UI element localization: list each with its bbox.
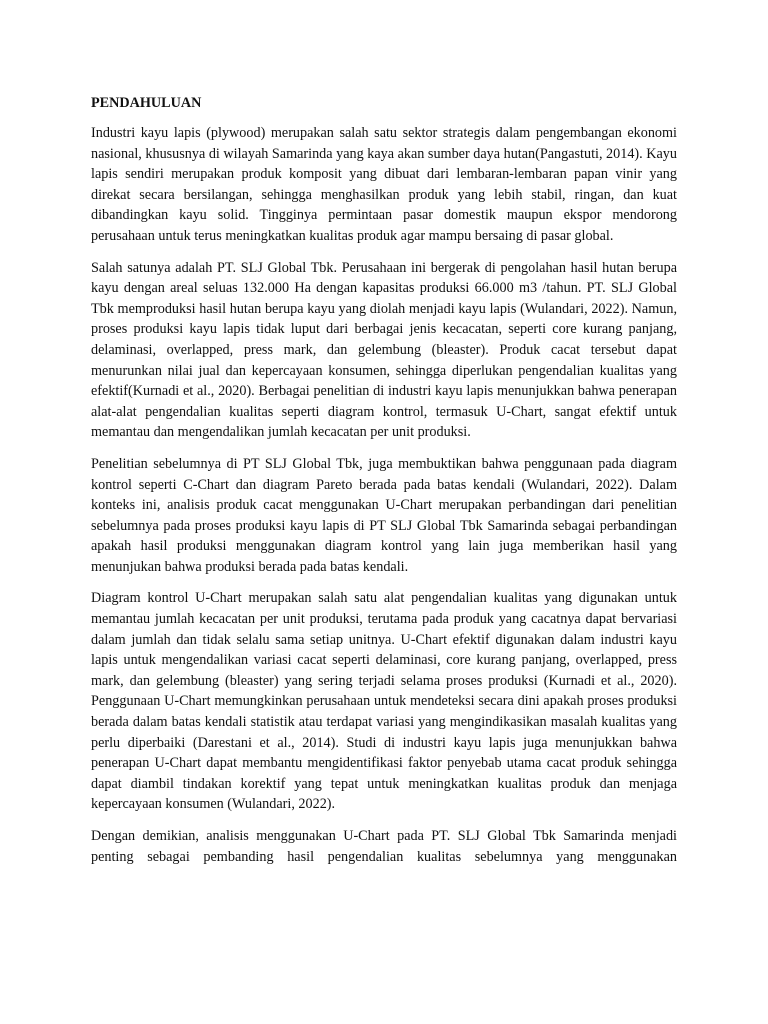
- paragraph-2: Salah satunya adalah PT. SLJ Global Tbk. Perusahaan ini bergerak di pengolahan hasil hutan berupa kayu dengan areal seluas 132.000 Ha dengan kapasitas produksi 66.000 m3 /tahun. PT. SLJ Global Tbk memproduksi hasil hutan berupa kayu yang diolah menjadi kayu lapis (Wulandari, 2022). Namun, proses produksi kayu lapis tidak luput dari berbagai jenis kecacatan, seperti core kurang panjang, delaminasi, overlapped, press mark, dan gelembung (bleaster). Produk cacat tersebut dapat menurunkan nilai jual dan kepercayaan konsumen, sehingga diperlukan pengendalian kualitas yang efektif(Kurnadi et al., 2020). Berbagai penelitian di industri kayu lapis menunjukkan bahwa penerapan alat-alat pengendalian kualitas seperti diagram kontrol, termasuk U-Chart, sangat efektif untuk memantau dan mengendalikan jumlah kecacatan per unit produksi.: [91, 259, 677, 441]
- paragraph-1: Industri kayu lapis (plywood) merupakan salah satu sektor strategis dalam pengembangan ekonomi nasional, khususnya di wilayah Samarinda yang kaya akan sumber daya hutan(Pangastuti, 2014). Kayu lapis sendiri merupakan produk komposit yang dibuat dari lembaran-lembaran papan vinir yang direkat secara bersilangan, sehingga menghasilkan produk yang lebih stabil, ringan, dan kuat dibandingkan kayu solid. Tingginya permintaan pasar domestik maupun ekspor mendorong perusahaan untuk terus meningkatkan kualitas produk agar mampu bersaing di pasar global.: [91, 125, 677, 244]
- paragraph-4: Diagram kontrol U-Chart merupakan salah satu alat pengendalian kualitas yang digunakan untuk memantau jumlah kecacatan per unit produksi, terutama pada produk yang cacatnya dapat bervariasi dalam jumlah dan tidak selalu sama setiap unitnya. U-Chart efektif digunakan dalam industri kayu lapis untuk mengendalikan variasi cacat seperti delaminasi, core kurang panjang, overlapped, press mark, dan gelembung (bleaster) yang sering terjadi selama proses produksi (Kurnadi et al., 2020). Penggunaan U-Chart memungkinkan perusahaan untuk mendeteksi secara dini apakah proses produksi berada dalam batas kendali statistik atau terdapat variasi yang mengindikasikan masalah kualitas yang perlu diperbaiki (Darestani et al., 2014). Studi di industri kayu lapis juga menunjukkan bahwa penerapan U-Chart dapat membantu mengidentifikasi faktor penyebab utama cacat produk sehingga dapat diambil tindakan korektif yang tepat untuk meningkatkan kualitas produk dan menjaga kepercayaan konsumen (Wulandari, 2022).: [91, 590, 677, 813]
- document-page: [91, 93, 677, 878]
- paragraph-5: Dengan demikian, analisis menggunakan U-Chart pada PT. SLJ Global Tbk Samarinda menjadi penting sebagai pembanding hasil pengendalian kualitas sebelumnya yang menggunakan: [91, 828, 677, 865]
- paragraph-3: Penelitian sebelumnya di PT SLJ Global Tbk, juga membuktikan bahwa penggunaan pada diagram kontrol seperti C-Chart dan diagram Pareto berada pada batas kendali (Wulandari, 2022). Dalam konteks ini, analisis produk cacat menggunakan U-Chart merupakan perbandingan dari penelitian sebelumnya pada proses produksi kayu lapis di PT SLJ Global Tbk Samarinda sebagai perbandingan apakah hasil produksi menggunakan diagram kontrol yang lain juga memberikan hasil yang menunjukan bahwa produksi berada pada batas kendali.: [91, 455, 677, 575]
- section-heading: PENDAHULUAN: [91, 95, 202, 111]
